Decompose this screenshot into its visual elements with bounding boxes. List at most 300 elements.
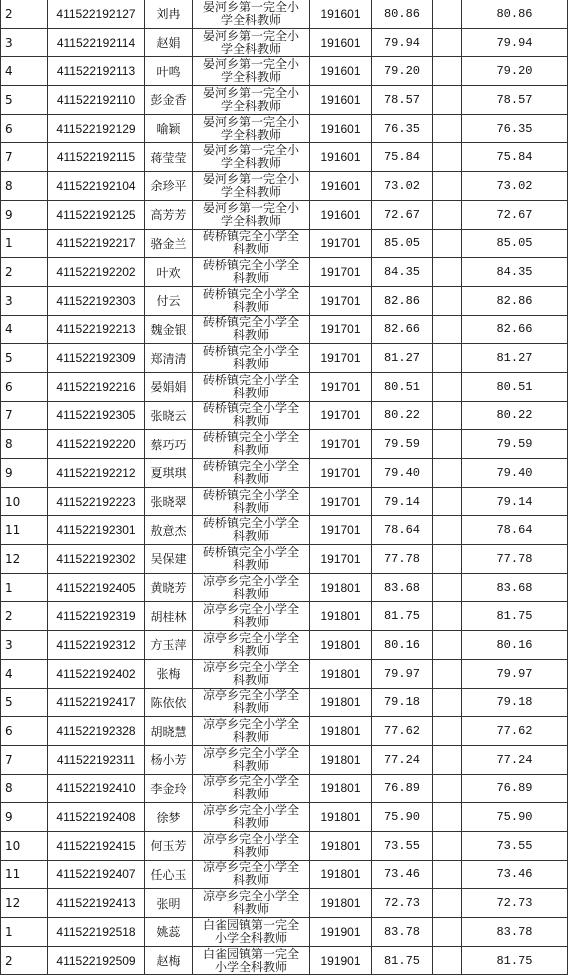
position-code-cell: 191701 xyxy=(310,286,372,315)
rank-cell: 6 xyxy=(1,114,48,143)
name-cell: 张梅 xyxy=(145,659,193,688)
position-code-cell: 191701 xyxy=(310,516,372,545)
table-row xyxy=(1,459,568,488)
rank-cell: 5 xyxy=(1,688,48,717)
name-cell: 赵娟 xyxy=(145,28,193,57)
position-code-cell: 191701 xyxy=(310,430,372,459)
position-cell: 砖桥镇完全小学全科教师 xyxy=(193,487,310,516)
table-row xyxy=(1,28,568,57)
name-cell: 魏金银 xyxy=(145,315,193,344)
rank-cell: 11 xyxy=(1,860,48,889)
bonus-cell xyxy=(433,286,462,315)
exam-id-cell: 411522192415 xyxy=(48,831,145,860)
name-cell: 方玉萍 xyxy=(145,631,193,660)
written-score-cell: 79.94 xyxy=(372,28,433,57)
position-code-cell: 191801 xyxy=(310,688,372,717)
rank-cell: 2 xyxy=(1,602,48,631)
written-score-cell: 76.35 xyxy=(372,114,433,143)
position-code-cell: 191801 xyxy=(310,860,372,889)
position-cell: 晏河乡第一完全小学全科教师 xyxy=(193,86,310,115)
written-score-cell: 79.97 xyxy=(372,659,433,688)
bonus-cell xyxy=(433,0,462,28)
exam-id-cell: 411522192127 xyxy=(48,0,145,28)
exam-id-cell: 411522192129 xyxy=(48,114,145,143)
total-score-cell: 84.35 xyxy=(462,258,568,287)
name-cell: 杨小芳 xyxy=(145,745,193,774)
total-score-cell: 82.66 xyxy=(462,315,568,344)
total-score-cell: 81.75 xyxy=(462,946,568,975)
table-row xyxy=(1,172,568,201)
exam-id-cell: 411522192114 xyxy=(48,28,145,57)
table-row xyxy=(1,602,568,631)
table-row xyxy=(1,631,568,660)
bonus-cell xyxy=(433,430,462,459)
position-cell: 砖桥镇完全小学全科教师 xyxy=(193,286,310,315)
written-score-cell: 73.02 xyxy=(372,172,433,201)
score-table-body xyxy=(1,0,568,975)
table-row xyxy=(1,516,568,545)
rank-cell: 5 xyxy=(1,86,48,115)
total-score-cell: 79.40 xyxy=(462,459,568,488)
name-cell: 赵梅 xyxy=(145,946,193,975)
rank-cell: 8 xyxy=(1,172,48,201)
total-score-cell: 83.78 xyxy=(462,918,568,947)
name-cell: 刘冉 xyxy=(145,0,193,28)
rank-cell: 9 xyxy=(1,803,48,832)
bonus-cell xyxy=(433,459,462,488)
exam-id-cell: 411522192216 xyxy=(48,372,145,401)
exam-id-cell: 411522192311 xyxy=(48,745,145,774)
bonus-cell xyxy=(433,401,462,430)
total-score-cell: 82.86 xyxy=(462,286,568,315)
rank-cell: 11 xyxy=(1,516,48,545)
total-score-cell: 83.68 xyxy=(462,573,568,602)
rank-cell: 12 xyxy=(1,545,48,574)
exam-id-cell: 411522192405 xyxy=(48,573,145,602)
table-row xyxy=(1,774,568,803)
name-cell: 敖意杰 xyxy=(145,516,193,545)
position-code-cell: 191601 xyxy=(310,172,372,201)
position-cell: 凉亭乡完全小学全科教师 xyxy=(193,774,310,803)
position-code-cell: 191701 xyxy=(310,459,372,488)
exam-id-cell: 411522192104 xyxy=(48,172,145,201)
bonus-cell xyxy=(433,57,462,86)
written-score-cell: 78.57 xyxy=(372,86,433,115)
position-cell: 晏河乡第一完全小学全科教师 xyxy=(193,28,310,57)
table-row xyxy=(1,659,568,688)
position-code-cell: 191601 xyxy=(310,0,372,28)
name-cell: 骆金兰 xyxy=(145,229,193,258)
position-code-cell: 191801 xyxy=(310,573,372,602)
bonus-cell xyxy=(433,344,462,373)
written-score-cell: 83.68 xyxy=(372,573,433,602)
position-code-cell: 191801 xyxy=(310,803,372,832)
exam-id-cell: 411522192212 xyxy=(48,459,145,488)
written-score-cell: 79.40 xyxy=(372,459,433,488)
total-score-cell: 72.67 xyxy=(462,200,568,229)
exam-id-cell: 411522192223 xyxy=(48,487,145,516)
table-row xyxy=(1,717,568,746)
position-code-cell: 191801 xyxy=(310,831,372,860)
table-row xyxy=(1,229,568,258)
total-score-cell: 72.73 xyxy=(462,889,568,918)
exam-id-cell: 411522192303 xyxy=(48,286,145,315)
bonus-cell xyxy=(433,774,462,803)
position-cell: 凉亭乡完全小学全科教师 xyxy=(193,889,310,918)
position-cell: 晏河乡第一完全小学全科教师 xyxy=(193,114,310,143)
rank-cell: 9 xyxy=(1,459,48,488)
rank-cell: 7 xyxy=(1,745,48,774)
exam-id-cell: 411522192301 xyxy=(48,516,145,545)
bonus-cell xyxy=(433,745,462,774)
total-score-cell: 76.89 xyxy=(462,774,568,803)
bonus-cell xyxy=(433,229,462,258)
total-score-cell: 77.62 xyxy=(462,717,568,746)
table-row xyxy=(1,315,568,344)
written-score-cell: 72.67 xyxy=(372,200,433,229)
name-cell: 夏琪琪 xyxy=(145,459,193,488)
written-score-cell: 80.86 xyxy=(372,0,433,28)
table-row xyxy=(1,258,568,287)
rank-cell: 7 xyxy=(1,143,48,172)
rank-cell: 9 xyxy=(1,200,48,229)
rank-cell: 3 xyxy=(1,286,48,315)
position-code-cell: 191701 xyxy=(310,372,372,401)
position-cell: 凉亭乡完全小学全科教师 xyxy=(193,860,310,889)
position-cell: 凉亭乡完全小学全科教师 xyxy=(193,631,310,660)
rank-cell: 8 xyxy=(1,430,48,459)
position-cell: 白雀园镇第一完全小学全科教师 xyxy=(193,946,310,975)
position-code-cell: 191801 xyxy=(310,602,372,631)
exam-id-cell: 411522192113 xyxy=(48,57,145,86)
rank-cell: 8 xyxy=(1,774,48,803)
position-code-cell: 191701 xyxy=(310,229,372,258)
name-cell: 胡晓慧 xyxy=(145,717,193,746)
total-score-cell: 73.55 xyxy=(462,831,568,860)
written-score-cell: 80.51 xyxy=(372,372,433,401)
table-row xyxy=(1,57,568,86)
bonus-cell xyxy=(433,487,462,516)
written-score-cell: 73.46 xyxy=(372,860,433,889)
written-score-cell: 77.62 xyxy=(372,717,433,746)
name-cell: 郑清清 xyxy=(145,344,193,373)
total-score-cell: 78.57 xyxy=(462,86,568,115)
exam-id-cell: 411522192305 xyxy=(48,401,145,430)
table-row xyxy=(1,831,568,860)
exam-id-cell: 411522192125 xyxy=(48,200,145,229)
name-cell: 张晓云 xyxy=(145,401,193,430)
position-cell: 凉亭乡完全小学全科教师 xyxy=(193,602,310,631)
table-row xyxy=(1,86,568,115)
total-score-cell: 79.94 xyxy=(462,28,568,57)
rank-cell: 2 xyxy=(1,0,48,28)
exam-id-cell: 411522192213 xyxy=(48,315,145,344)
exam-id-cell: 411522192402 xyxy=(48,659,145,688)
name-cell: 余珍平 xyxy=(145,172,193,201)
position-cell: 凉亭乡完全小学全科教师 xyxy=(193,831,310,860)
total-score-cell: 73.02 xyxy=(462,172,568,201)
name-cell: 李金玲 xyxy=(145,774,193,803)
position-code-cell: 191701 xyxy=(310,545,372,574)
position-code-cell: 191601 xyxy=(310,86,372,115)
bonus-cell xyxy=(433,860,462,889)
table-row xyxy=(1,803,568,832)
total-score-cell: 81.27 xyxy=(462,344,568,373)
bonus-cell xyxy=(433,143,462,172)
position-code-cell: 191801 xyxy=(310,774,372,803)
name-cell: 吴保建 xyxy=(145,545,193,574)
name-cell: 叶欢 xyxy=(145,258,193,287)
written-score-cell: 79.14 xyxy=(372,487,433,516)
exam-id-cell: 411522192110 xyxy=(48,86,145,115)
table-row xyxy=(1,401,568,430)
exam-id-cell: 411522192509 xyxy=(48,946,145,975)
rank-cell: 10 xyxy=(1,831,48,860)
name-cell: 付云 xyxy=(145,286,193,315)
rank-cell: 12 xyxy=(1,889,48,918)
name-cell: 姚蕊 xyxy=(145,918,193,947)
position-cell: 砖桥镇完全小学全科教师 xyxy=(193,430,310,459)
table-row xyxy=(1,0,568,28)
rank-cell: 5 xyxy=(1,344,48,373)
name-cell: 任心玉 xyxy=(145,860,193,889)
name-cell: 蒋莹莹 xyxy=(145,143,193,172)
name-cell: 何玉芳 xyxy=(145,831,193,860)
exam-id-cell: 411522192410 xyxy=(48,774,145,803)
position-code-cell: 191801 xyxy=(310,889,372,918)
table-row xyxy=(1,946,568,975)
rank-cell: 1 xyxy=(1,918,48,947)
written-score-cell: 72.73 xyxy=(372,889,433,918)
position-cell: 晏河乡第一完全小学全科教师 xyxy=(193,0,310,28)
position-cell: 凉亭乡完全小学全科教师 xyxy=(193,573,310,602)
position-code-cell: 191601 xyxy=(310,143,372,172)
written-score-cell: 81.27 xyxy=(372,344,433,373)
position-cell: 砖桥镇完全小学全科教师 xyxy=(193,459,310,488)
total-score-cell: 80.16 xyxy=(462,631,568,660)
name-cell: 叶鸣 xyxy=(145,57,193,86)
position-code-cell: 191601 xyxy=(310,200,372,229)
exam-id-cell: 411522192413 xyxy=(48,889,145,918)
exam-id-cell: 411522192202 xyxy=(48,258,145,287)
exam-id-cell: 411522192220 xyxy=(48,430,145,459)
total-score-cell: 79.97 xyxy=(462,659,568,688)
position-cell: 砖桥镇完全小学全科教师 xyxy=(193,229,310,258)
bonus-cell xyxy=(433,28,462,57)
bonus-cell xyxy=(433,372,462,401)
bonus-cell xyxy=(433,573,462,602)
rank-cell: 10 xyxy=(1,487,48,516)
name-cell: 喻颖 xyxy=(145,114,193,143)
position-cell: 晏河乡第一完全小学全科教师 xyxy=(193,57,310,86)
name-cell: 陈依依 xyxy=(145,688,193,717)
exam-id-cell: 411522192302 xyxy=(48,545,145,574)
total-score-cell: 73.46 xyxy=(462,860,568,889)
bonus-cell xyxy=(433,258,462,287)
position-cell: 砖桥镇完全小学全科教师 xyxy=(193,344,310,373)
name-cell: 晏娟娟 xyxy=(145,372,193,401)
written-score-cell: 76.89 xyxy=(372,774,433,803)
exam-id-cell: 411522192115 xyxy=(48,143,145,172)
position-code-cell: 191901 xyxy=(310,946,372,975)
rank-cell: 4 xyxy=(1,57,48,86)
total-score-cell: 78.64 xyxy=(462,516,568,545)
position-code-cell: 191801 xyxy=(310,631,372,660)
table-row xyxy=(1,688,568,717)
exam-id-cell: 411522192407 xyxy=(48,860,145,889)
position-cell: 晏河乡第一完全小学全科教师 xyxy=(193,200,310,229)
exam-id-cell: 411522192408 xyxy=(48,803,145,832)
table-row xyxy=(1,573,568,602)
rank-cell: 6 xyxy=(1,372,48,401)
rank-cell: 6 xyxy=(1,717,48,746)
position-cell: 砖桥镇完全小学全科教师 xyxy=(193,258,310,287)
position-cell: 砖桥镇完全小学全科教师 xyxy=(193,516,310,545)
bonus-cell xyxy=(433,717,462,746)
exam-id-cell: 411522192309 xyxy=(48,344,145,373)
table-row xyxy=(1,487,568,516)
table-row xyxy=(1,143,568,172)
table-row xyxy=(1,545,568,574)
name-cell: 蔡巧巧 xyxy=(145,430,193,459)
written-score-cell: 82.86 xyxy=(372,286,433,315)
rank-cell: 4 xyxy=(1,659,48,688)
rank-cell: 1 xyxy=(1,229,48,258)
written-score-cell: 78.64 xyxy=(372,516,433,545)
position-code-cell: 191801 xyxy=(310,717,372,746)
bonus-cell xyxy=(433,86,462,115)
table-row xyxy=(1,918,568,947)
total-score-cell: 80.51 xyxy=(462,372,568,401)
written-score-cell: 84.35 xyxy=(372,258,433,287)
exam-id-cell: 411522192217 xyxy=(48,229,145,258)
written-score-cell: 79.59 xyxy=(372,430,433,459)
position-cell: 凉亭乡完全小学全科教师 xyxy=(193,745,310,774)
bonus-cell xyxy=(433,803,462,832)
written-score-cell: 77.78 xyxy=(372,545,433,574)
position-code-cell: 191601 xyxy=(310,114,372,143)
table-row xyxy=(1,344,568,373)
position-code-cell: 191701 xyxy=(310,258,372,287)
rank-cell: 7 xyxy=(1,401,48,430)
table-row xyxy=(1,114,568,143)
position-code-cell: 191801 xyxy=(310,659,372,688)
table-row xyxy=(1,372,568,401)
position-cell: 砖桥镇完全小学全科教师 xyxy=(193,401,310,430)
bonus-cell xyxy=(433,688,462,717)
rank-cell: 1 xyxy=(1,573,48,602)
written-score-cell: 75.84 xyxy=(372,143,433,172)
position-cell: 白雀园镇第一完全小学全科教师 xyxy=(193,918,310,947)
rank-cell: 2 xyxy=(1,258,48,287)
written-score-cell: 82.66 xyxy=(372,315,433,344)
written-score-cell: 79.20 xyxy=(372,57,433,86)
name-cell: 胡桂林 xyxy=(145,602,193,631)
table-row xyxy=(1,286,568,315)
total-score-cell: 79.20 xyxy=(462,57,568,86)
exam-id-cell: 411522192312 xyxy=(48,631,145,660)
position-code-cell: 191801 xyxy=(310,745,372,774)
total-score-cell: 75.84 xyxy=(462,143,568,172)
name-cell: 高芳芳 xyxy=(145,200,193,229)
total-score-cell: 81.75 xyxy=(462,602,568,631)
table-row xyxy=(1,200,568,229)
bonus-cell xyxy=(433,545,462,574)
exam-id-cell: 411522192417 xyxy=(48,688,145,717)
total-score-cell: 75.90 xyxy=(462,803,568,832)
written-score-cell: 79.18 xyxy=(372,688,433,717)
bonus-cell xyxy=(433,602,462,631)
position-code-cell: 191901 xyxy=(310,918,372,947)
exam-id-cell: 411522192319 xyxy=(48,602,145,631)
position-code-cell: 191601 xyxy=(310,28,372,57)
total-score-cell: 79.14 xyxy=(462,487,568,516)
bonus-cell xyxy=(433,659,462,688)
position-code-cell: 191701 xyxy=(310,487,372,516)
written-score-cell: 77.24 xyxy=(372,745,433,774)
position-code-cell: 191701 xyxy=(310,401,372,430)
written-score-cell: 80.22 xyxy=(372,401,433,430)
written-score-cell: 73.55 xyxy=(372,831,433,860)
name-cell: 黄晓芳 xyxy=(145,573,193,602)
position-cell: 晏河乡第一完全小学全科教师 xyxy=(193,143,310,172)
total-score-cell: 79.59 xyxy=(462,430,568,459)
written-score-cell: 83.78 xyxy=(372,918,433,947)
bonus-cell xyxy=(433,946,462,975)
rank-cell: 3 xyxy=(1,631,48,660)
name-cell: 彭金香 xyxy=(145,86,193,115)
bonus-cell xyxy=(433,315,462,344)
bonus-cell xyxy=(433,114,462,143)
table-row xyxy=(1,889,568,918)
bonus-cell xyxy=(433,631,462,660)
total-score-cell: 85.05 xyxy=(462,229,568,258)
table-row xyxy=(1,745,568,774)
position-cell: 凉亭乡完全小学全科教师 xyxy=(193,688,310,717)
position-code-cell: 191601 xyxy=(310,57,372,86)
name-cell: 张晓翠 xyxy=(145,487,193,516)
position-cell: 凉亭乡完全小学全科教师 xyxy=(193,717,310,746)
name-cell: 张明 xyxy=(145,889,193,918)
written-score-cell: 75.90 xyxy=(372,803,433,832)
rank-cell: 4 xyxy=(1,315,48,344)
position-code-cell: 191701 xyxy=(310,315,372,344)
total-score-cell: 76.35 xyxy=(462,114,568,143)
bonus-cell xyxy=(433,516,462,545)
total-score-cell: 77.78 xyxy=(462,545,568,574)
written-score-cell: 80.16 xyxy=(372,631,433,660)
rank-cell: 2 xyxy=(1,946,48,975)
rank-cell: 3 xyxy=(1,28,48,57)
total-score-cell: 77.24 xyxy=(462,745,568,774)
position-cell: 晏河乡第一完全小学全科教师 xyxy=(193,172,310,201)
bonus-cell xyxy=(433,831,462,860)
bonus-cell xyxy=(433,918,462,947)
bonus-cell xyxy=(433,889,462,918)
table-row xyxy=(1,430,568,459)
exam-id-cell: 411522192328 xyxy=(48,717,145,746)
position-cell: 凉亭乡完全小学全科教师 xyxy=(193,803,310,832)
written-score-cell: 81.75 xyxy=(372,602,433,631)
written-score-cell: 85.05 xyxy=(372,229,433,258)
bonus-cell xyxy=(433,200,462,229)
position-cell: 凉亭乡完全小学全科教师 xyxy=(193,659,310,688)
exam-id-cell: 411522192518 xyxy=(48,918,145,947)
position-code-cell: 191701 xyxy=(310,344,372,373)
total-score-cell: 80.86 xyxy=(462,0,568,28)
name-cell: 徐梦 xyxy=(145,803,193,832)
total-score-cell: 79.18 xyxy=(462,688,568,717)
